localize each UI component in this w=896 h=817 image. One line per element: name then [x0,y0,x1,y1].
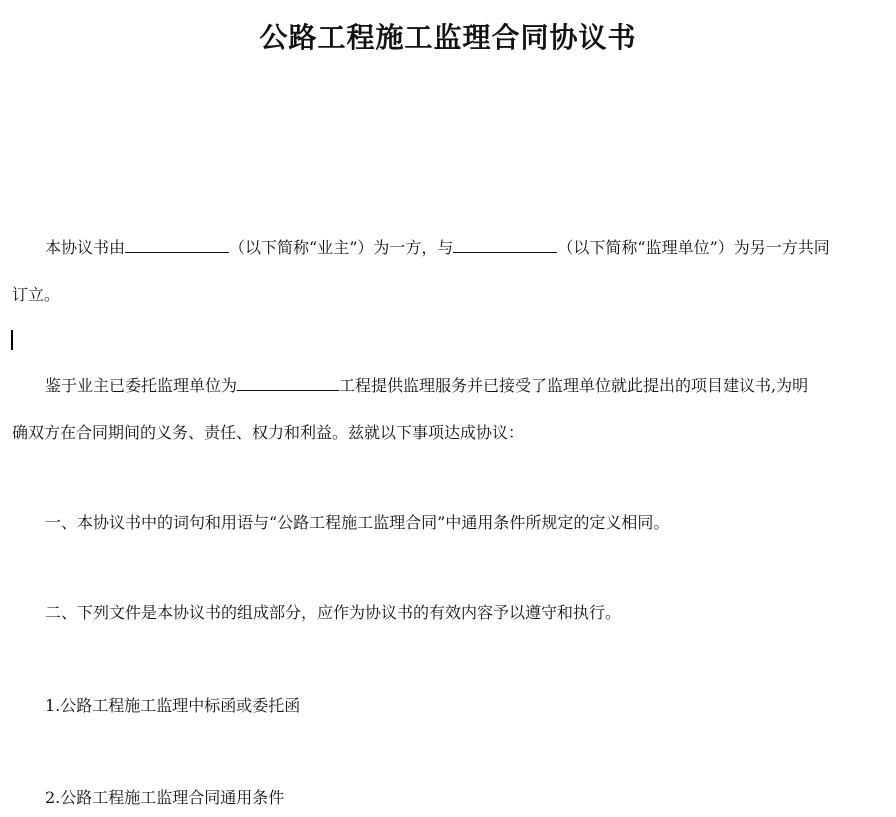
paragraph-parties-line2: 订立。 [12,285,61,304]
supervisor-name-blank[interactable] [453,237,557,253]
para2-text-1: 鉴于业主已委托监理单位为 [45,376,238,395]
list-item-1: 1.公路工程施工监理中标函或委托函 [45,696,301,715]
para1-text-2: （以下简称“业主”）为一方，与 [229,238,454,257]
paragraph-parties-line1 [12,237,884,258]
clause-2: 二、下列文件是本协议书的组成部分，应作为协议书的有效内容予以遵守和执行。 [45,603,622,622]
document-title: 公路工程施工监理合同协议书 [259,21,637,54]
para1-text-1: 本协议书由 [45,238,126,257]
para1-text-3: （以下简称“监理单位”）为另一方共同 [557,238,830,257]
clause-1: 一、本协议书中的词句和用语与“公路工程施工监理合同”中通用条件所规定的定义相同。 [45,513,670,532]
para2-text-2: 工程提供监理服务并已接受了监理单位就此提出的项目建议书,为明 [339,376,809,395]
paragraph-whereas-line2: 确双方在合同期间的义务、责任、权力和利益。兹就以下事项达成协议： [12,423,525,442]
list-item-2: 2.公路工程施工监理合同通用条件 [45,788,285,807]
text-cursor [11,330,13,350]
paragraph-whereas-line1 [12,375,884,396]
employer-name-blank[interactable] [125,237,229,253]
project-name-blank[interactable] [237,375,339,391]
